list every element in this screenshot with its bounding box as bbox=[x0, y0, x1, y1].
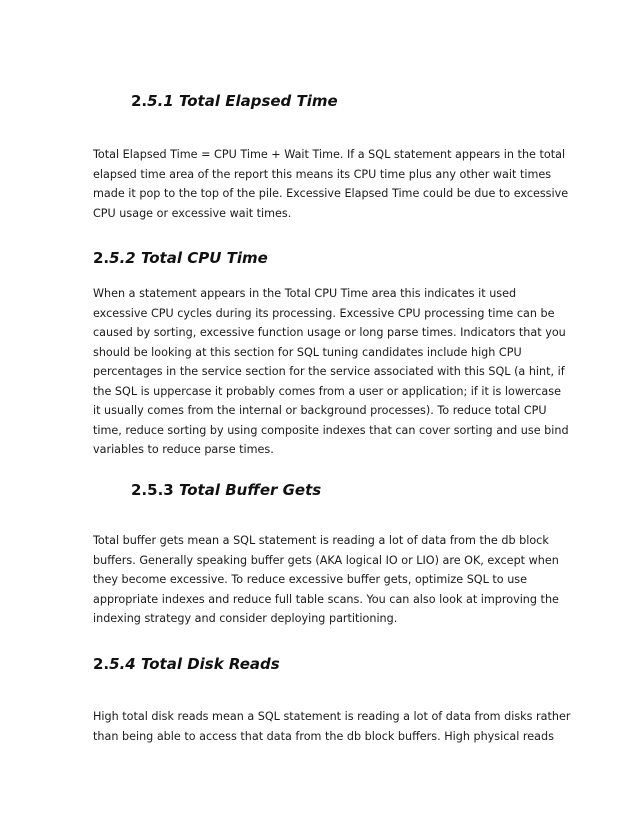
paragraph-line: CPU usage or excessive wait times. bbox=[93, 206, 292, 220]
paragraph-line: should be looking at this section for SQL tuning candidates include high CPU bbox=[93, 345, 522, 359]
paragraph-line: made it pop to the top of the pile. Excessive Elapsed Time could be due to excessive bbox=[93, 187, 569, 200]
paragraph-line: it usually comes from the internal or background processes). To reduce total CPU bbox=[93, 404, 547, 417]
paragraph-line: appropriate indexes and reduce full table scans. You can also look at improving the bbox=[93, 592, 559, 606]
paragraph-line: than being able to access that data from the db block buffers. High physical reads bbox=[93, 729, 554, 743]
heading-number-major: 2. bbox=[93, 655, 110, 673]
paragraph-line: the SQL is uppercase it probably comes from a user or application; if it is lowercase bbox=[93, 384, 561, 398]
paragraph-line: percentages in the service section for the service associated with this SQL (a hint, if bbox=[93, 365, 565, 378]
heading-title: Total Buffer Gets bbox=[178, 481, 322, 499]
paragraph-line: they become excessive. To reduce excessive buffer gets, optimize SQL to use bbox=[93, 573, 527, 586]
paragraph-line: High total disk reads mean a SQL statement is reading a lot of data from disks rather bbox=[93, 710, 571, 723]
paragraph-line: excessive CPU cycles during its processing. Excessive CPU processing time can be bbox=[93, 306, 555, 320]
paragraph-line: Total buffer gets mean a SQL statement is reading a lot of data from the db block bbox=[93, 534, 549, 547]
heading-number-major: 2. bbox=[93, 249, 110, 267]
section-heading-2-5-3 bbox=[131, 481, 321, 499]
paragraph-line: time, reduce sorting by using composite indexes that can cover sorting and use bind bbox=[93, 423, 569, 437]
section-paragraph-2-5-3 bbox=[93, 531, 559, 629]
heading-number-major: 2. bbox=[131, 92, 148, 110]
paragraph-line: Total Elapsed Time = CPU Time + Wait Time. If a SQL statement appears in the total bbox=[93, 148, 566, 161]
section-paragraph-2-5-2 bbox=[93, 284, 569, 460]
paragraph-line: indexing strategy and consider deploying partitioning. bbox=[93, 612, 398, 625]
section-heading-2-5-1 bbox=[131, 92, 338, 110]
heading-number-minor: 5.4 bbox=[109, 655, 136, 673]
section-paragraph-2-5-4 bbox=[93, 707, 571, 746]
paragraph-line: caused by sorting, excessive function usage or long parse times. Indicators that you bbox=[93, 326, 566, 339]
paragraph-line: variables to reduce parse times. bbox=[93, 443, 274, 456]
paragraph-line: When a statement appears in the Total CPU Time area this indicates it used bbox=[93, 287, 517, 300]
heading-title: Total Disk Reads bbox=[140, 655, 280, 673]
heading-number-minor: 5.2 bbox=[109, 249, 136, 267]
section-heading-2-5-4 bbox=[93, 655, 280, 673]
paragraph-line: elapsed time area of the report this means its CPU time plus any other wait times bbox=[93, 167, 552, 181]
heading-title: Total CPU Time bbox=[140, 249, 268, 267]
section-paragraph-2-5-1 bbox=[93, 145, 569, 223]
section-heading-2-5-2 bbox=[93, 249, 268, 267]
heading-title: Total Elapsed Time bbox=[178, 92, 338, 110]
paragraph-line: buffers. Generally speaking buffer gets (AKA logical IO or LIO) are OK, except when bbox=[93, 553, 559, 567]
heading-number-minor: 5.1 bbox=[147, 92, 174, 110]
heading-number-major: 2.5.3 bbox=[131, 481, 174, 499]
